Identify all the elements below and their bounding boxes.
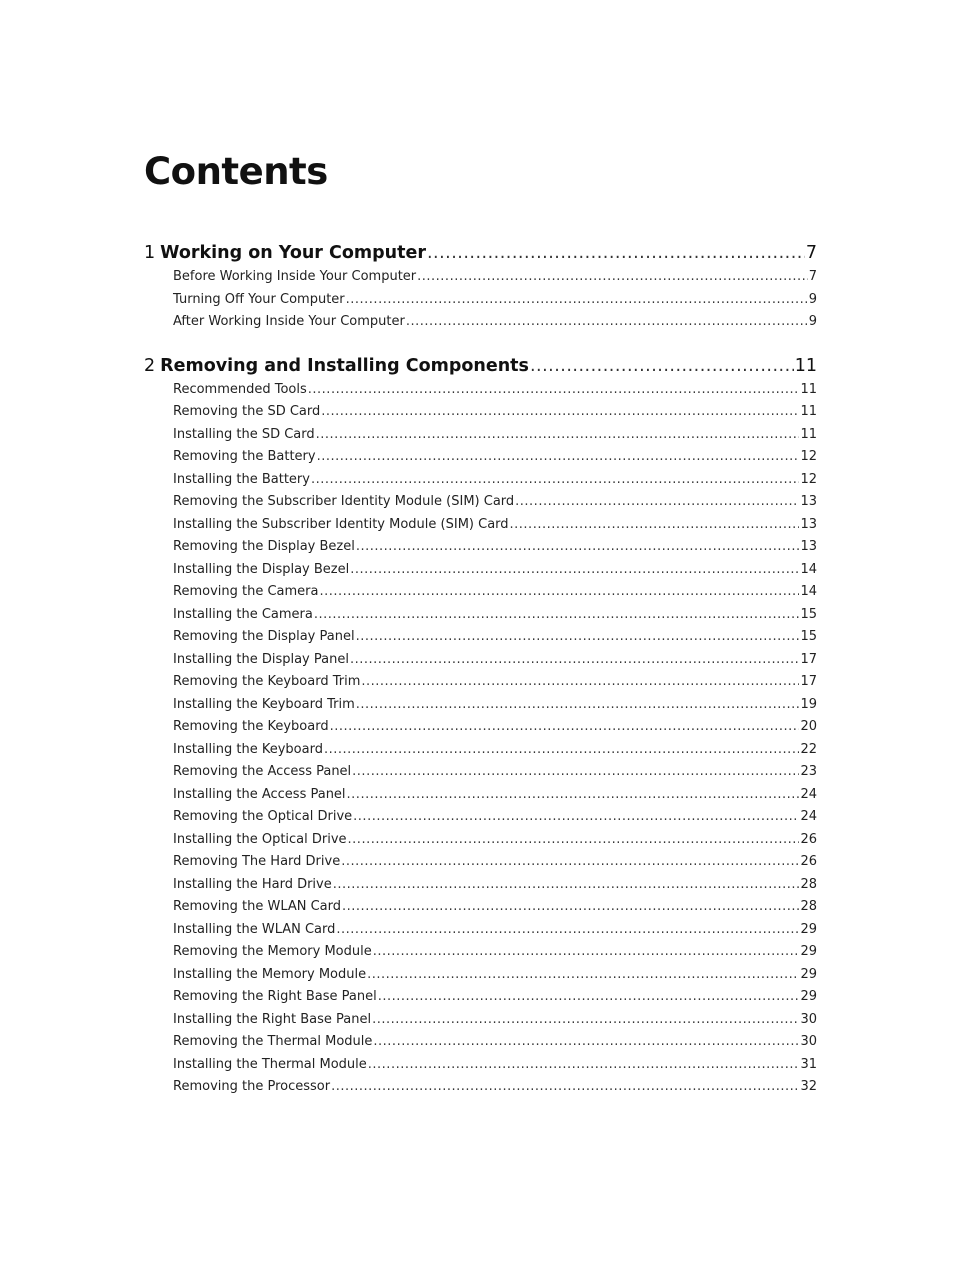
toc-section-title: Removing the Optical Drive <box>173 809 353 824</box>
toc-dot-leader <box>368 1054 800 1077</box>
toc-dot-leader <box>347 784 800 807</box>
toc-page-number: 28 <box>800 899 817 914</box>
toc-section-entry[interactable] <box>173 964 817 987</box>
toc-section-entry[interactable] <box>173 604 817 627</box>
toc-section-entry[interactable] <box>173 716 817 739</box>
toc-dot-leader <box>373 941 800 964</box>
toc-page-number: 29 <box>800 989 817 1004</box>
toc-page-number: 15 <box>800 629 817 644</box>
toc-dot-leader <box>341 851 799 874</box>
toc-page-number: 28 <box>800 876 817 892</box>
toc-page-number: 23 <box>800 764 817 779</box>
toc-section-title: Installing the WLAN Card <box>173 921 336 937</box>
toc-page-number: 29 <box>800 944 817 959</box>
toc-page-number: 22 <box>800 741 817 757</box>
toc-dot-leader <box>321 401 799 424</box>
toc-page-number: 26 <box>800 854 817 869</box>
toc-page-number: 24 <box>800 786 817 802</box>
toc-page-number: 11 <box>800 426 817 442</box>
toc-section-entry[interactable] <box>173 896 817 919</box>
toc-page-number: 9 <box>808 291 817 307</box>
toc-chapter-number: 1 <box>144 243 156 263</box>
toc-page-number: 20 <box>800 719 817 734</box>
toc-section-entry[interactable] <box>173 379 817 402</box>
toc-section-entry[interactable] <box>173 761 817 784</box>
toc-page-number: 7 <box>805 243 817 263</box>
toc-section-entry[interactable] <box>173 1076 817 1099</box>
toc-dot-leader <box>317 446 800 469</box>
toc-section-entry[interactable] <box>173 671 817 694</box>
toc-dot-leader <box>406 311 808 334</box>
toc-section-entry[interactable] <box>173 739 817 762</box>
toc-section-title: Installing the Display Panel <box>173 651 349 667</box>
toc-section-entry[interactable] <box>173 649 817 672</box>
toc-section-entry[interactable] <box>173 491 817 514</box>
toc-chapter-number: 2 <box>144 355 156 376</box>
toc-section-entry[interactable] <box>173 986 817 1009</box>
toc-section-title: Installing the Keyboard <box>173 741 323 757</box>
toc-page-number: 15 <box>800 606 817 622</box>
toc-page-number: 29 <box>800 921 817 937</box>
toc-section-title: Removing the Display Panel <box>173 629 355 644</box>
toc-section-title: Removing the Battery <box>173 449 316 464</box>
toc-dot-leader <box>417 266 808 289</box>
toc-section-entry[interactable] <box>173 829 817 852</box>
toc-page-number: 13 <box>800 516 817 532</box>
toc-section-title: Removing The Hard Drive <box>173 854 341 869</box>
toc-dot-leader <box>515 491 799 514</box>
toc-page-number: 30 <box>800 1011 817 1027</box>
toc-section-title: Installing the Hard Drive <box>173 876 332 892</box>
toc-section-title: Installing the Battery <box>173 471 310 487</box>
toc-section-title: Removing the Display Bezel <box>173 539 355 554</box>
toc-section-entry[interactable] <box>173 1031 817 1054</box>
toc-dot-leader <box>352 761 799 784</box>
toc-section-title: Removing the SD Card <box>173 404 321 419</box>
toc-dot-leader <box>319 581 799 604</box>
toc-dot-leader <box>336 919 799 942</box>
toc-section-entry[interactable] <box>173 581 817 604</box>
toc-dot-leader <box>342 896 799 919</box>
toc-page-number: 14 <box>800 584 817 599</box>
toc-page-number: 31 <box>800 1056 817 1072</box>
toc-dot-leader <box>427 240 805 266</box>
toc-section-entry[interactable] <box>173 424 817 447</box>
toc-section-title: Removing the Subscriber Identity Module (SIM) Card <box>173 494 515 509</box>
toc-section-entry[interactable] <box>173 874 817 897</box>
toc-section-title: Installing the Access Panel <box>173 786 346 802</box>
toc-section-title: Removing the Access Panel <box>173 764 352 779</box>
toc-section-title: Installing the Camera <box>173 606 313 622</box>
toc-dot-leader <box>361 671 799 694</box>
toc-section-title: Installing the Optical Drive <box>173 831 347 847</box>
toc-section-title: Recommended Tools <box>173 381 307 397</box>
toc-page-number: 32 <box>800 1079 817 1094</box>
toc-section-title: Removing the Memory Module <box>173 944 372 959</box>
toc-chapter <box>144 240 817 334</box>
toc-section-entry[interactable] <box>173 694 817 717</box>
toc-dot-leader <box>367 964 799 987</box>
toc-section-entry[interactable] <box>173 1009 817 1032</box>
toc-section-entry[interactable] <box>173 626 817 649</box>
toc-dot-leader <box>378 986 800 1009</box>
toc-section-title: Installing the Keyboard Trim <box>173 696 355 712</box>
toc-page-number: 7 <box>808 269 817 284</box>
page-title: Contents <box>144 150 328 193</box>
toc-section-title: Installing the Right Base Panel <box>173 1011 372 1027</box>
toc-section-title: Installing the SD Card <box>173 426 315 442</box>
toc-dot-leader <box>324 739 800 762</box>
toc-chapter-title: Working on Your Computer <box>160 243 426 263</box>
toc-dot-leader <box>331 1076 799 1099</box>
toc-section-title: Installing the Thermal Module <box>173 1056 367 1072</box>
toc-section-entry[interactable] <box>173 851 817 874</box>
toc-section-entry[interactable] <box>173 559 817 582</box>
toc-section-title: Installing the Display Bezel <box>173 561 350 577</box>
toc-section-title: Before Working Inside Your Computer <box>173 269 417 284</box>
toc-dot-leader <box>348 829 800 852</box>
toc-dot-leader <box>372 1009 799 1032</box>
toc-section-entry[interactable] <box>173 311 817 334</box>
toc-section-title: Removing the WLAN Card <box>173 899 342 914</box>
toc-page-number: 17 <box>800 651 817 667</box>
toc-page-number: 11 <box>794 355 817 376</box>
toc-dot-leader <box>356 694 800 717</box>
toc-section-title: Removing the Camera <box>173 584 319 599</box>
toc-section-entry[interactable] <box>173 446 817 469</box>
toc-section-entry[interactable] <box>173 536 817 559</box>
toc-page-number: 13 <box>800 539 817 554</box>
toc-page-number: 12 <box>800 449 817 464</box>
toc-page-number: 13 <box>800 494 817 509</box>
toc-dot-leader <box>333 874 800 897</box>
toc-chapter-entry[interactable] <box>144 353 817 379</box>
toc-dot-leader <box>314 604 800 627</box>
toc-chapter-entry[interactable] <box>144 240 817 266</box>
toc-page-number: 30 <box>800 1034 817 1049</box>
toc-section-entry[interactable] <box>173 266 817 289</box>
toc-dot-leader <box>356 536 800 559</box>
toc-dot-leader <box>510 514 800 537</box>
toc-page-number: 9 <box>808 314 817 329</box>
toc-section-entry[interactable] <box>173 514 817 537</box>
toc-dot-leader <box>311 469 800 492</box>
toc-dot-leader <box>316 424 800 447</box>
table-of-contents <box>144 240 817 1099</box>
toc-section-entry[interactable] <box>173 289 817 312</box>
toc-section-title: Removing the Keyboard <box>173 719 329 734</box>
toc-page-number: 11 <box>800 381 817 397</box>
toc-section-title: Removing the Right Base Panel <box>173 989 377 1004</box>
toc-section-title: Installing the Subscriber Identity Module (SIM) Card <box>173 516 509 532</box>
toc-section-title: Removing the Processor <box>173 1079 331 1094</box>
toc-page-number: 11 <box>800 404 817 419</box>
toc-chapter-title: Removing and Installing Components <box>160 355 529 376</box>
toc-section-title: Turning Off Your Computer <box>173 291 345 307</box>
toc-chapter <box>144 353 817 1099</box>
toc-section-entry[interactable] <box>173 941 817 964</box>
toc-dot-leader <box>356 626 800 649</box>
toc-page-number: 17 <box>800 674 817 689</box>
toc-section-entry[interactable] <box>173 784 817 807</box>
toc-dot-leader <box>330 716 800 739</box>
toc-dot-leader <box>346 289 808 312</box>
toc-section-entry[interactable] <box>173 806 817 829</box>
toc-page-number: 26 <box>800 831 817 847</box>
toc-dot-leader <box>350 559 799 582</box>
toc-section-entry[interactable] <box>173 401 817 424</box>
toc-page-number: 12 <box>800 471 817 487</box>
toc-dot-leader <box>373 1031 799 1054</box>
toc-dot-leader <box>350 649 799 672</box>
toc-section-entry[interactable] <box>173 469 817 492</box>
toc-page-number: 19 <box>800 696 817 712</box>
toc-section-title: Installing the Memory Module <box>173 966 367 982</box>
toc-section-entry[interactable] <box>173 919 817 942</box>
toc-dot-leader <box>308 379 800 402</box>
toc-dot-leader <box>530 353 794 379</box>
toc-section-entry[interactable] <box>173 1054 817 1077</box>
toc-dot-leader <box>353 806 799 829</box>
toc-page-number: 14 <box>800 561 817 577</box>
toc-section-title: Removing the Thermal Module <box>173 1034 373 1049</box>
toc-page-number: 24 <box>800 809 817 824</box>
toc-section-title: After Working Inside Your Computer <box>173 314 405 329</box>
toc-section-title: Removing the Keyboard Trim <box>173 674 361 689</box>
toc-page-number: 29 <box>800 966 817 982</box>
